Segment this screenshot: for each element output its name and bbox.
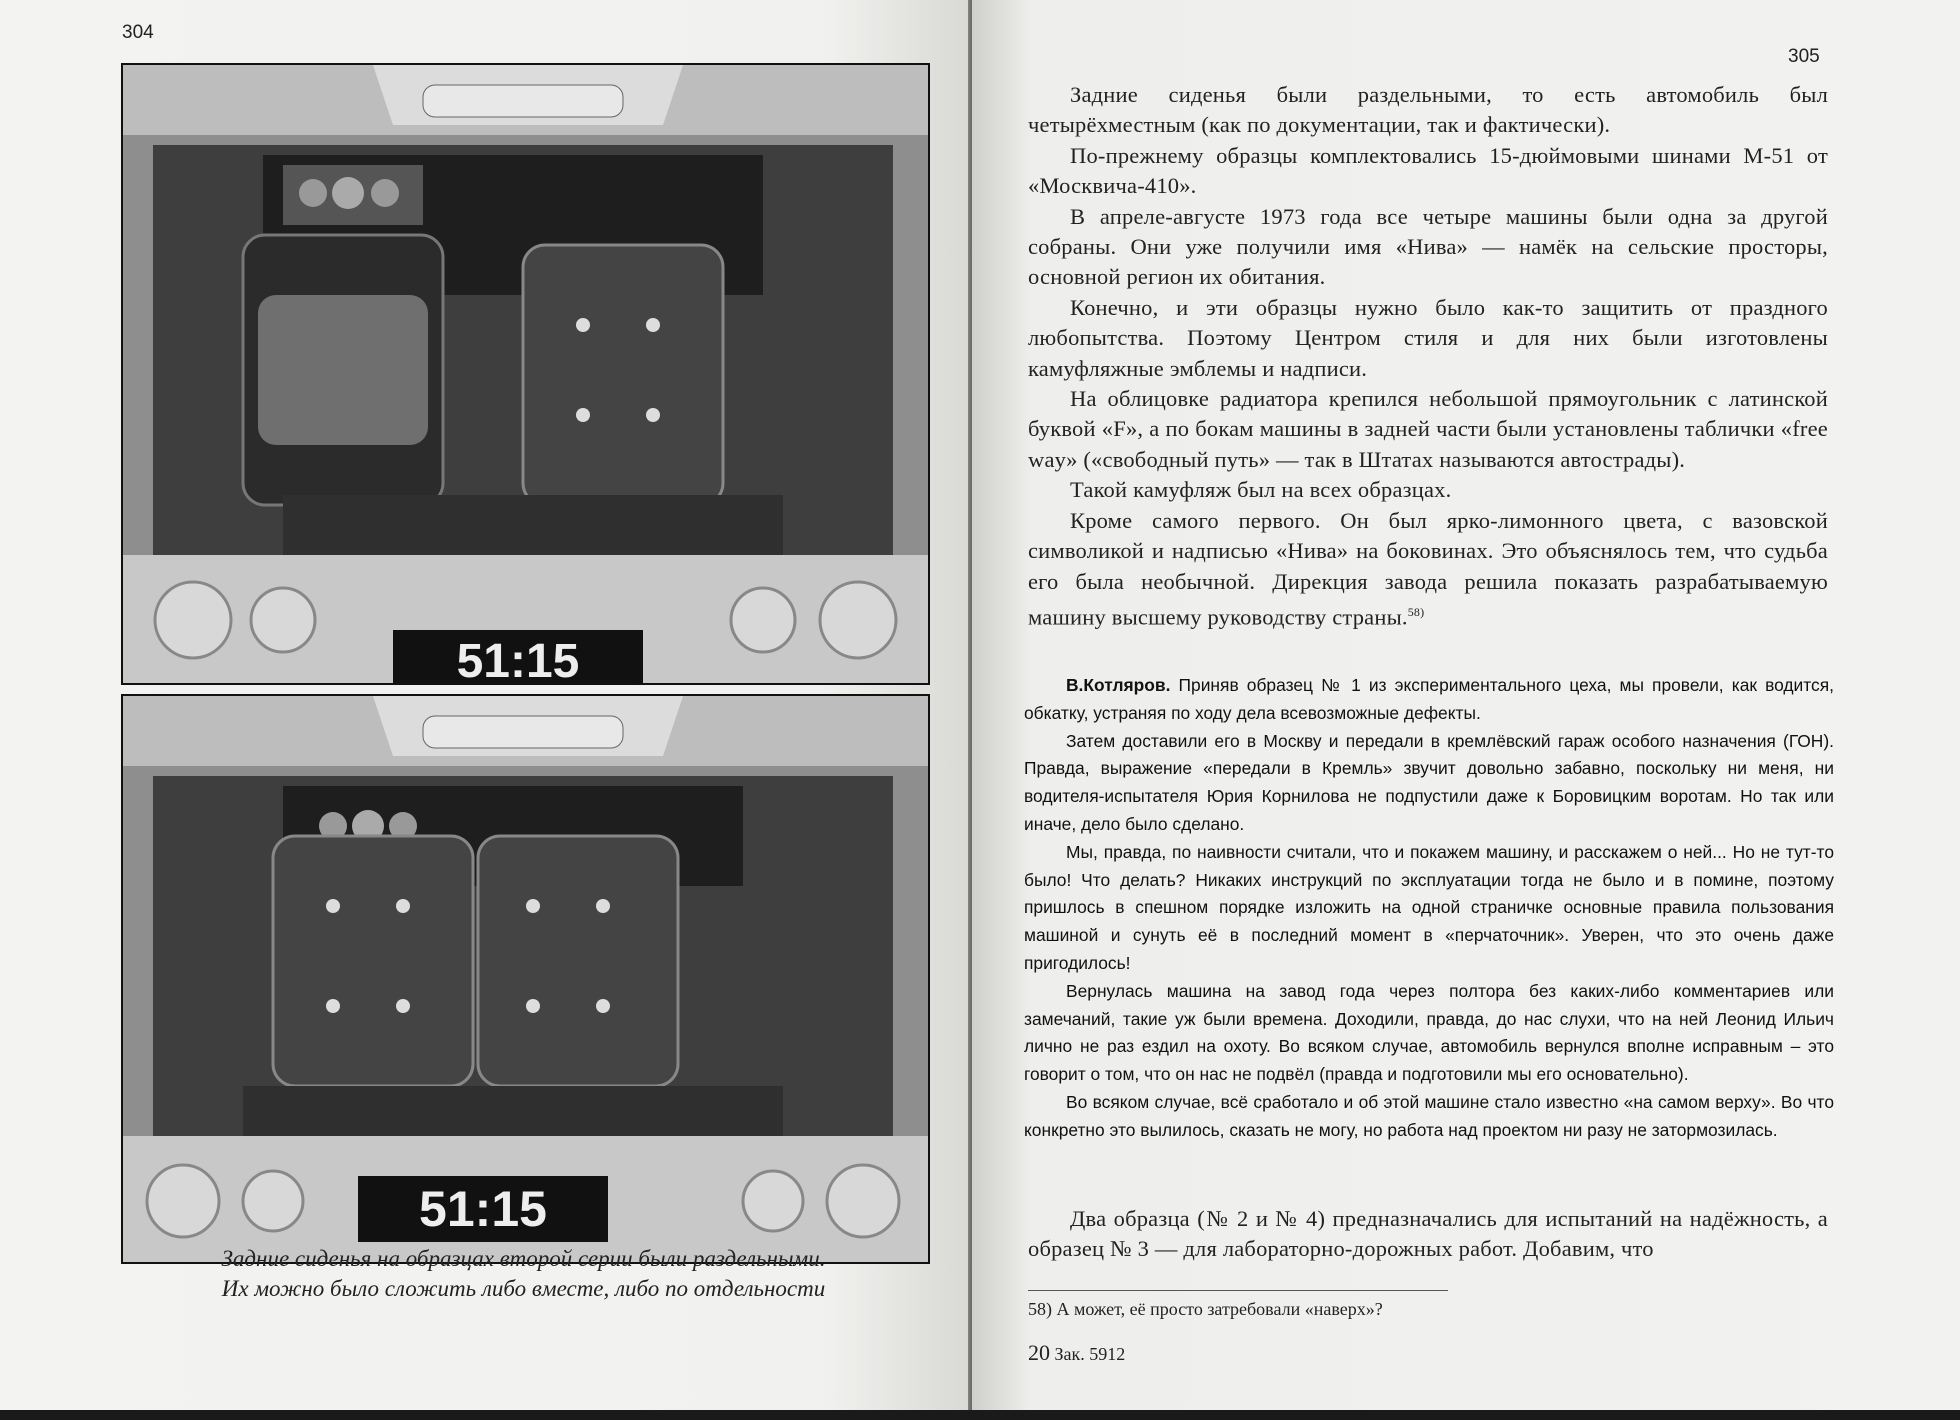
paragraph-text: Кроме самого первого. Он был ярко-лимонного цвета, с вазовской символикой и надписью «Нива» на боковинах. Это объяснялось тем, что судьба его была необычной. Дирекция завода решила показать разрабатываемую машину высшему руководству страны. — [1028, 507, 1828, 630]
license-plate-bottom: 51:15 — [419, 1181, 547, 1237]
paragraph-with-footnote — [1028, 506, 1828, 633]
photo-rear-seats-separate — [121, 694, 930, 1264]
paragraph: Такой камуфляж был на всех образцах. — [1070, 477, 1452, 503]
quote-paragraph: Во всяком случае, всё сработало и об этой машине стало известно «на самом верху». Во что конкретно это вылилось, сказать не могу, но работа над проектом ни разу не затормозилась. — [1024, 1091, 1834, 1140]
caption-line-2: Их можно было сложить либо вместе, либо по отдельности — [221, 1276, 826, 1301]
paragraph: В апреле-августе 1973 года все четыре машины были одна за другой собраны. Они уже получили имя «Нива» — намёк на сельские просторы, основной регион их обитания. — [1028, 203, 1828, 290]
paragraph: По-прежнему образцы комплектовались 15-дюймовыми шинами М-51 от «Москвича-410». — [1028, 142, 1828, 199]
footnote-divider — [1028, 1290, 1448, 1291]
main-text-block-1 — [1028, 80, 1828, 633]
caption-line-1: Задние сиденья на образцах второй серии были раздельными. — [221, 1246, 826, 1271]
license-plate-top: 51:15 — [456, 635, 580, 683]
quote-paragraph: Затем доставили его в Москву и передали в кремлёвский гараж особого назначения (ГОН). Правда, выражение «передали в Кремль» звучит довольно забавно, поскольку ни меня, ни водителя-испытателя Юрия Корнилова не подпустили даже к Боровицким воротам. Но так или иначе, дело было сделано. — [1024, 730, 1834, 834]
quote-first-text: Приняв образец № 1 из экспериментального цеха, мы провели, как водится, обкатку, устраняя по ходу дела всевозможные дефекты. — [1024, 675, 1834, 723]
photo-rear-seats-together — [121, 63, 930, 685]
quote-author: В.Котляров. — [1066, 675, 1171, 695]
quote-paragraph: Вернулась машина на завод года через полтора без каких-либо комментариев или замечаний, такие уж были времена. Доходили, правда, до нас слухи, что на ней Леонид Ильич лично не раз ездил на охоту. Во всяком случае, автомобиль вернулся вполне исправным – это говорит о том, что он нас не подвёл (правда и подготовили мы его основательно). — [1024, 980, 1834, 1085]
photo-2-image — [123, 696, 928, 1262]
footnote: 58) А может, её просто затребовали «наверх»? — [1028, 1299, 1383, 1319]
footnote-ref: 58) — [1407, 604, 1425, 619]
page-number-left: 304 — [122, 22, 154, 43]
signature-number: 20 — [1028, 1340, 1050, 1365]
quote-paragraph: Мы, правда, по наивности считали, что и покажем машину, и расскажем о ней... Но не тут-то было! Что делать? Никаких инструкций по эксплуатации тогда не было и в помине, поэтому пришлось в спешном порядке изложить на одной страничке основные правила пользования машиной и сунуть её в последний момент в «перчаточник». Уверен, что это очень даже пригодилось! — [1024, 841, 1834, 973]
paragraph: На облицовке радиатора крепился небольшой прямоугольник с латинской буквой «F», а по бокам машины в задней части были установлены таблички «free way» («свободный путь» — так в Штатах называются автострады). — [1028, 386, 1828, 472]
photo-caption — [121, 1244, 926, 1304]
paragraph: Конечно, и эти образцы нужно было как-то защитить от праздного любопытства. Поэтому Центром стиля и для них были изготовлены камуфляжные эмблемы и надписи. — [1028, 294, 1828, 381]
paragraph: Два образца (№ 2 и № 4) предназначались для испытаний на надёжность, а образец № 3 — для лабораторно-дорожных работ. Добавим, что — [1028, 1206, 1828, 1262]
print-signature — [1028, 1340, 1125, 1366]
quote-first-paragraph — [1024, 672, 1834, 728]
quote-block — [1024, 672, 1834, 1145]
photo-1-image — [123, 65, 928, 683]
left-page — [0, 0, 968, 1410]
paragraph: Задние сиденья были раздельными, то есть автомобиль был четырёхместным (как по документации, так и фактически). — [1028, 82, 1828, 138]
page-number-right: 305 — [1788, 46, 1820, 67]
signature-text: Зак. 5912 — [1054, 1344, 1126, 1364]
main-text-block-2 — [1028, 1204, 1828, 1265]
